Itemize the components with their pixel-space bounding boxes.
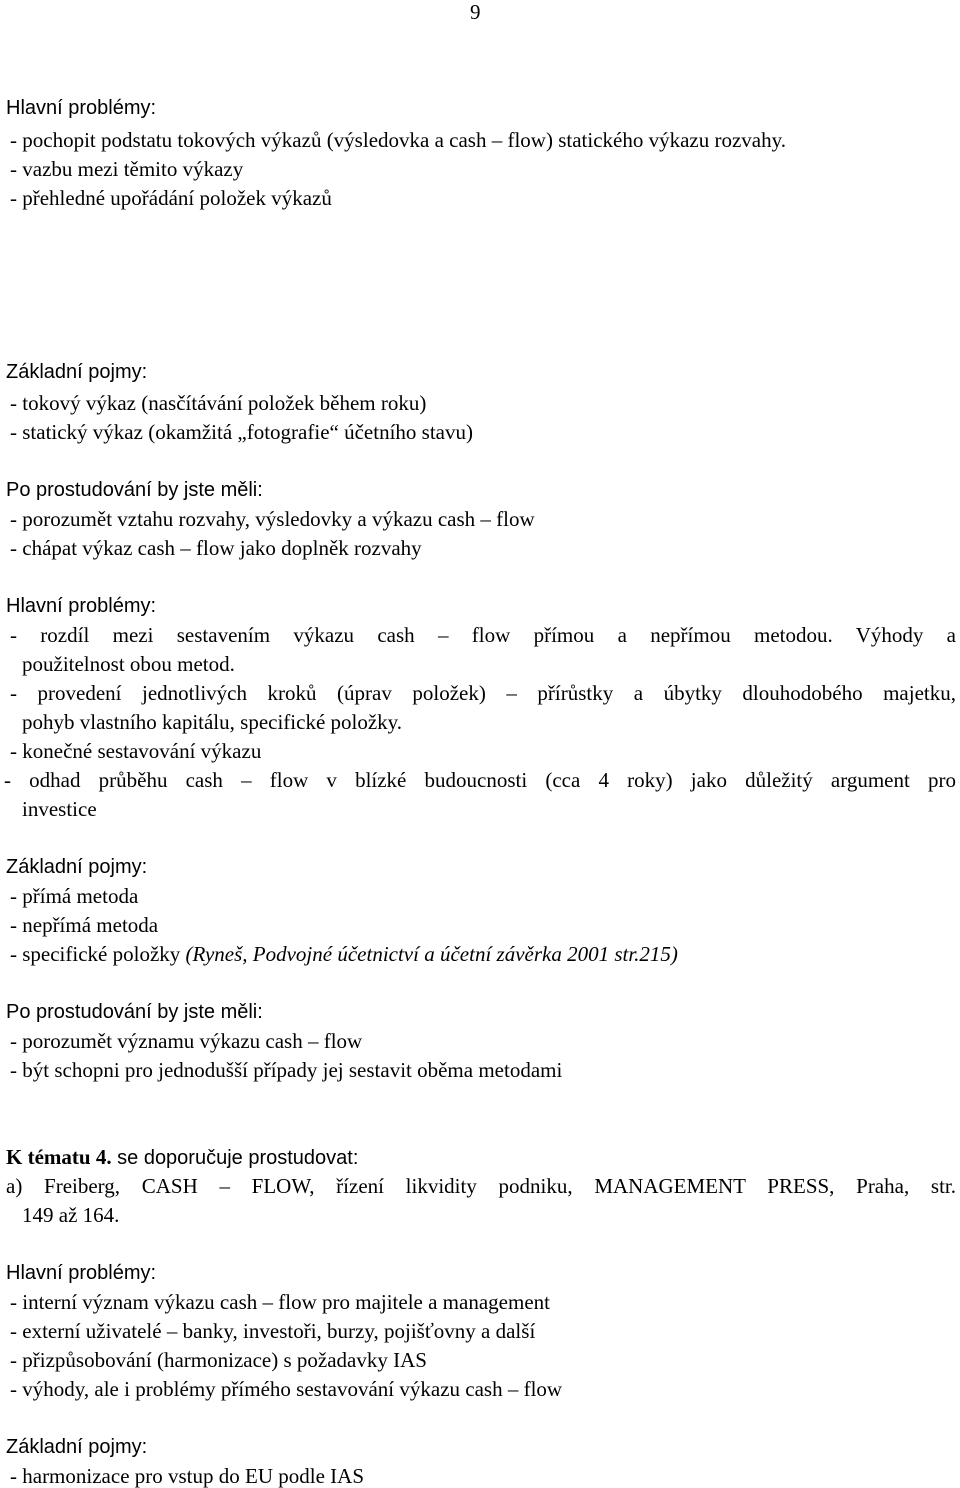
list-item [10, 942, 678, 966]
topic-label: K tématu 4. [6, 1145, 112, 1169]
list-item: - porozumět významu výkazu cash – flow [10, 1029, 363, 1053]
list-item: - rozdíl mezi sestavením výkazu cash – flow přímou a nepřímou metodou. Výhody a [10, 623, 956, 647]
list-item: - harmonizace pro vstup do EU podle IAS [10, 1464, 364, 1488]
list-item: - nepřímá metoda [10, 913, 159, 937]
section-heading-after-study: Po prostudování by jste měli: [6, 1001, 263, 1023]
recommended-reading-heading [6, 1145, 358, 1170]
list-item: - externí uživatelé – banky, investoři, burzy, pojišťovny a další [10, 1319, 536, 1343]
recommended-label: se doporučuje prostudovat: [111, 1147, 359, 1169]
list-item: - přizpůsobování (harmonizace) s požadavky IAS [10, 1348, 427, 1372]
list-item: - statický výkaz (okamžitá „fotografie“ účetního stavu) [10, 420, 473, 444]
page-number: 9 [470, 0, 481, 24]
list-item: - být schopni pro jednodušší případy jej sestavit oběma metodami [10, 1058, 563, 1082]
section-heading-basic-terms: Základní pojmy: [6, 856, 148, 878]
list-item: - chápat výkaz cash – flow jako doplněk rozvahy [10, 536, 422, 560]
section-heading-basic-terms: Základní pojmy: [6, 361, 148, 383]
reference-item: a) Freiberg, CASH – FLOW, řízení likvidity podniku, MANAGEMENT PRESS, Praha, str. [6, 1174, 956, 1198]
list-item: - pochopit podstatu tokových výkazů (výsledovka a cash – flow) statického výkazu rozvahy. [10, 128, 787, 152]
list-item: - přímá metoda [10, 884, 139, 908]
list-item: - konečné sestavování výkazu [10, 739, 262, 763]
section-heading-main-problems: Hlavní problémy: [6, 97, 157, 119]
list-item: - provedení jednotlivých kroků (úprav položek) – přírůstky a úbytky dlouhodobého majetku, [10, 681, 956, 705]
list-item-continuation: pohyb vlastního kapitálu, specifické položky. [22, 710, 403, 734]
list-item: - vazbu mezi těmito výkazy [10, 157, 244, 181]
section-heading-main-problems: Hlavní problémy: [6, 1262, 157, 1284]
reference-continuation: 149 až 164. [22, 1203, 120, 1227]
section-heading-basic-terms: Základní pojmy: [6, 1436, 148, 1458]
list-item-continuation: použitelnost obou metod. [22, 652, 235, 676]
list-item-text: - specifické položky [10, 942, 186, 966]
list-item: - interní význam výkazu cash – flow pro majitele a management [10, 1290, 550, 1314]
section-heading-main-problems: Hlavní problémy: [6, 595, 157, 617]
list-item: - přehledné upořádání položek výkazů [10, 186, 332, 210]
list-item: - tokový výkaz (nasčítávání položek během roku) [10, 391, 427, 415]
list-item: - výhody, ale i problémy přímého sestavování výkazu cash – flow [10, 1377, 563, 1401]
section-heading-after-study: Po prostudování by jste měli: [6, 479, 263, 501]
citation: (Ryneš, Podvojné účetnictví a účetní závěrka 2001 str.215) [185, 942, 678, 966]
list-item: - odhad průběhu cash – flow v blízké budoucnosti (cca 4 roky) jako důležitý argument pro [4, 768, 956, 792]
list-item: - porozumět vztahu rozvahy, výsledovky a výkazu cash – flow [10, 507, 535, 531]
list-item-continuation: investice [22, 797, 97, 821]
